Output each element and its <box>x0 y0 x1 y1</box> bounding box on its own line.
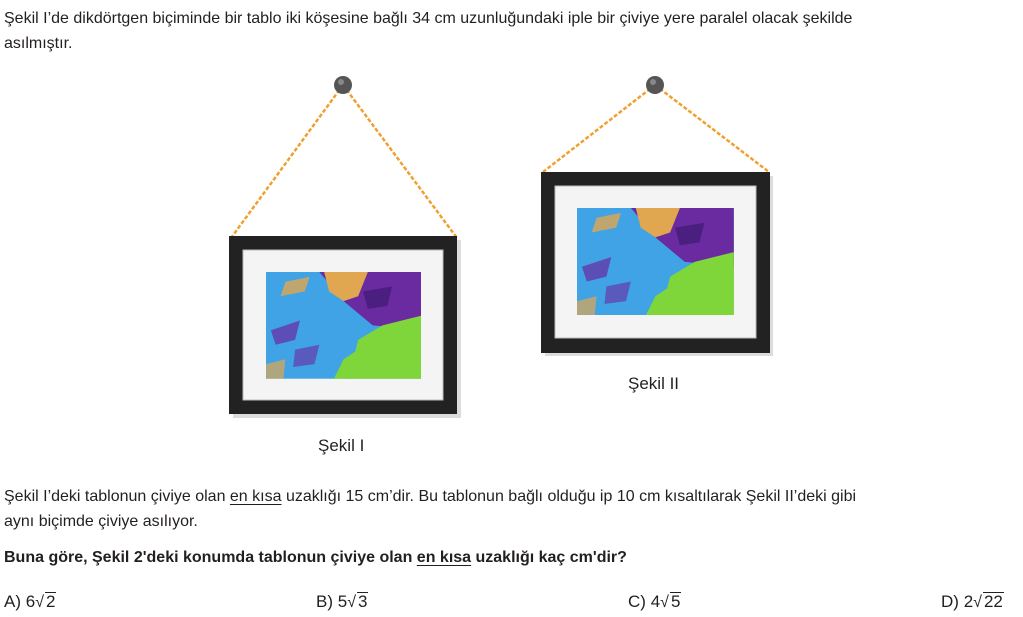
option-d[interactable]: D) 2√ 22 <box>941 592 1003 611</box>
option-coef: 6 <box>25 592 36 611</box>
option-label: D) <box>941 592 959 611</box>
figure-1-caption: Şekil I <box>318 436 365 455</box>
intro-line-2: asılmıştır. <box>4 35 73 52</box>
para2-line2: aynı biçimde çiviye asılıyor. <box>4 513 198 530</box>
figure-2-caption: Şekil II <box>628 374 680 393</box>
nail-2 <box>646 76 664 94</box>
option-radicand: 3 <box>357 592 368 611</box>
para2-part2: uzaklığı 15 cm’dir. Bu tablonun bağlı olduğu ip 10 cm kısaltılarak Şekil II’deki gibi <box>281 488 857 505</box>
figure-2 <box>541 76 773 356</box>
painting-2 <box>577 208 734 316</box>
option-coef: 4 <box>650 592 661 611</box>
para2-part1: Şekil I’deki tablonun çiviye olan <box>4 488 230 505</box>
question-underlined: en kısa <box>416 549 472 566</box>
question-part1: Buna göre, Şekil 2'deki konumda tablonun çiviye olan <box>4 549 417 566</box>
option-b[interactable]: B) 5√ 3 <box>316 592 368 611</box>
problem-paragraph <box>4 484 1016 534</box>
option-coef: 5 <box>337 592 348 611</box>
option-a[interactable]: A) 6√ 2 <box>4 592 56 611</box>
nail-1 <box>334 76 352 94</box>
option-label: C) <box>628 592 646 611</box>
question-text <box>4 545 627 570</box>
figure-1 <box>229 76 461 418</box>
rope-left-1 <box>231 85 343 238</box>
option-label: A) <box>4 592 21 611</box>
option-c[interactable]: C) 4√ 5 <box>628 592 681 611</box>
rope-left-2 <box>543 85 655 172</box>
option-label: B) <box>316 592 333 611</box>
painting-1 <box>266 272 421 379</box>
rope-right-2 <box>655 85 769 172</box>
intro-line-1: Şekil I’de dikdörtgen biçiminde bir tablo iki köşesine bağlı 34 cm uzunluğundaki iple bir çiviye yere paralel olacak şekilde <box>4 10 853 27</box>
question-part2: uzaklığı kaç cm'dir? <box>471 549 627 566</box>
option-coef: 2 <box>963 592 974 611</box>
rope-right-1 <box>343 85 457 238</box>
option-radicand: 5 <box>670 592 681 611</box>
option-radicand: 2 <box>45 592 56 611</box>
option-radicand: 22 <box>983 592 1003 611</box>
para2-underlined: en kısa <box>229 488 282 505</box>
